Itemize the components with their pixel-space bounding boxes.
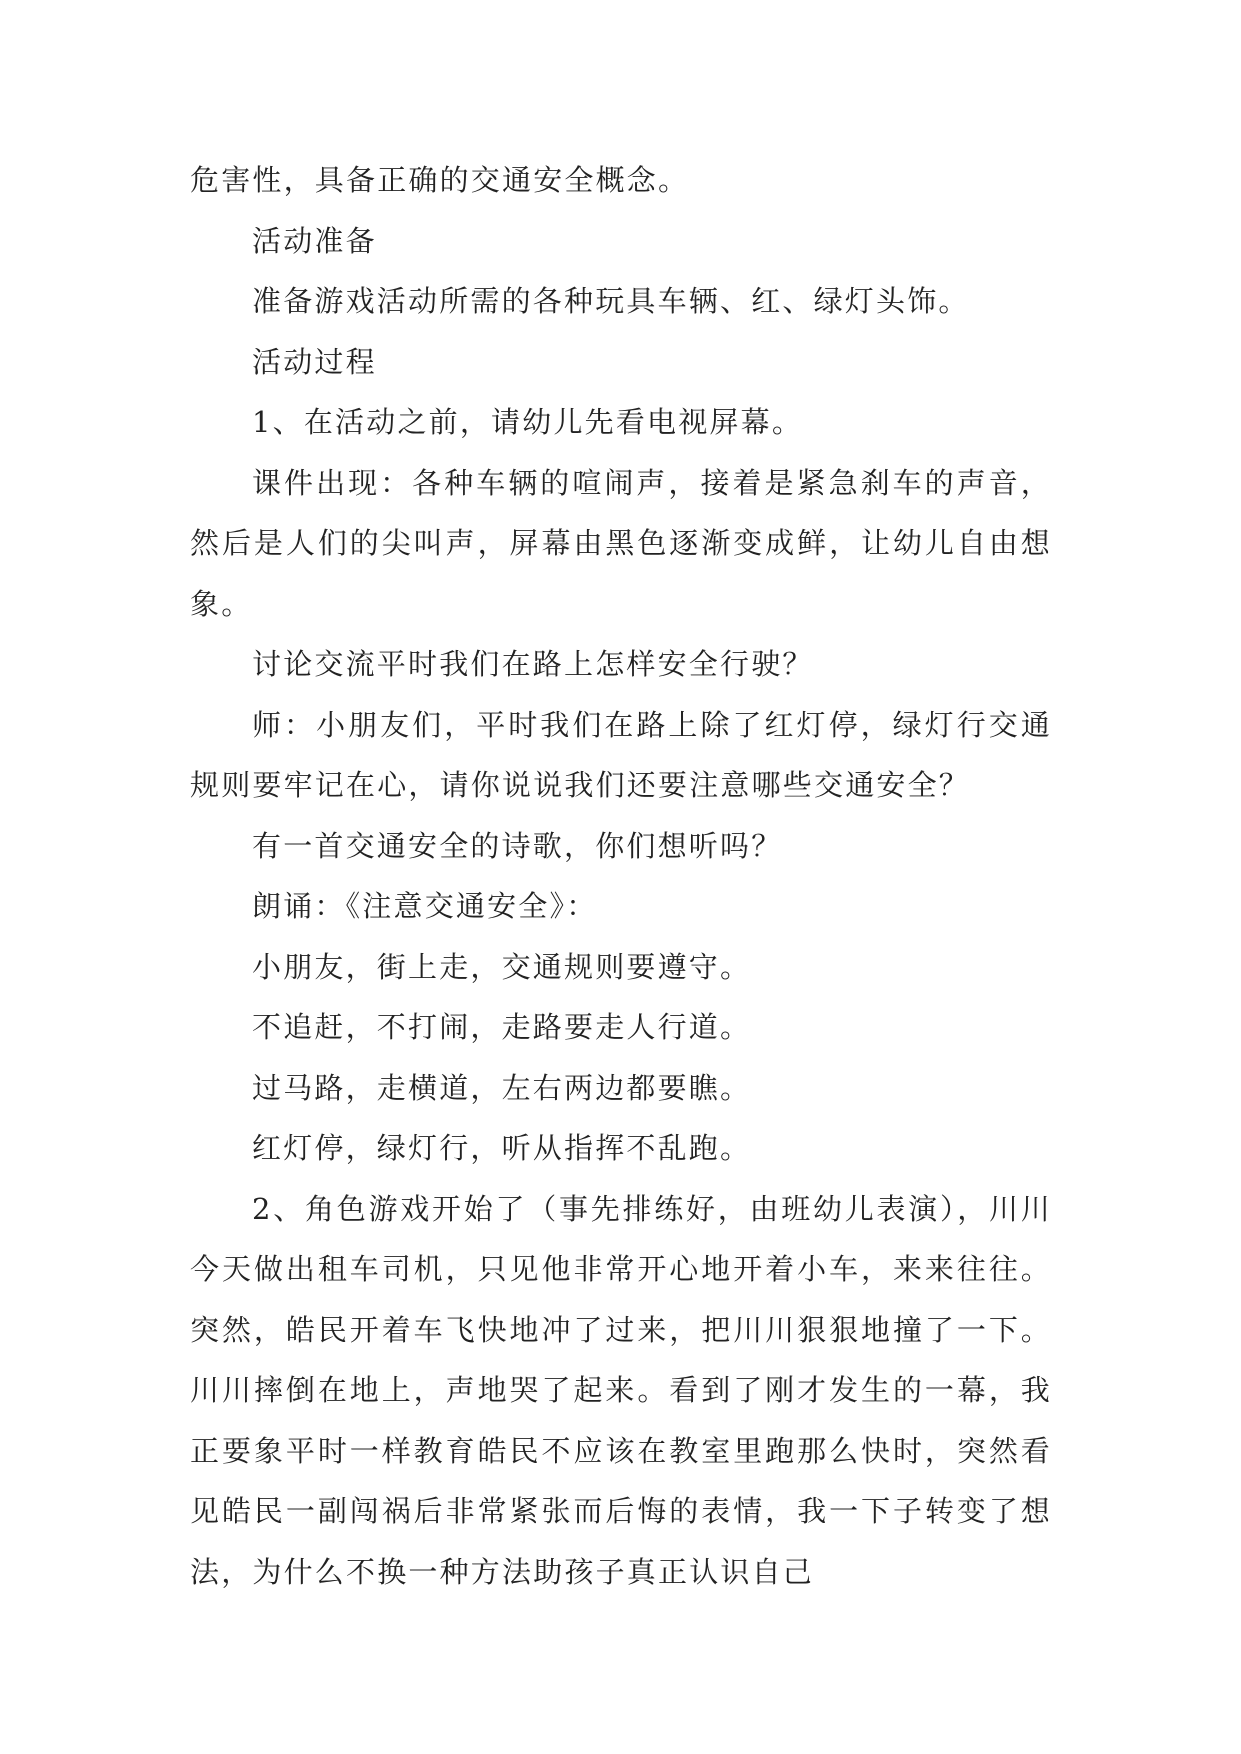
poem-line: 红灯停，绿灯行，听从指挥不乱跑。 bbox=[252, 1131, 752, 1165]
paragraph-teacher: 师：小朋友们，平时我们在路上除了红灯停，绿灯行交通规则要牢记在心，请你说说我们还要注意哪些交通安全？ bbox=[190, 707, 1052, 802]
paragraph-preparation: 准备游戏活动所需的各种玩具车辆、红、绿灯头饰。 bbox=[252, 284, 970, 318]
poem-line: 过马路，走横道，左右两边都要瞧。 bbox=[252, 1070, 752, 1105]
document-page bbox=[190, 150, 1052, 1602]
paragraph-poem-intro: 有一首交通安全的诗歌，你们想听吗？ bbox=[252, 828, 783, 863]
heading-activity-preparation: 活动准备 bbox=[252, 223, 377, 258]
poem-line: 小朋友，街上走，交通规则要遵守。 bbox=[252, 949, 752, 984]
heading-activity-process: 活动过程 bbox=[252, 344, 377, 379]
paragraph-step-1: 1、在活动之前，请幼儿先看电视屏幕。 bbox=[252, 405, 804, 439]
poem-line: 不追赶，不打闹，走路要走人行道。 bbox=[252, 1010, 752, 1044]
poem-title: 朗诵：《注意交通安全》： bbox=[252, 889, 598, 923]
paragraph-step-2: 2、角色游戏开始了（事先排练好，由班幼儿表演），川川今天做出租车司机，只见他非常开心地开着小车，来来往往。突然，皓民开着车飞快地冲了过来，把川川狠狠地撞了一下。川川摔倒在地上，声地哭了起来。看到了刚才发生的一幕，我正要象平时一样教育皓民不应该在教室里跑那么快时，突然看见皓民一副闯祸后非常紧张而后悔的表情，我一下子转变了想法，为什么不换一种方法助孩子真正认识自己 bbox=[190, 1191, 1052, 1589]
paragraph-continuation: 危害性，具备正确的交通安全概念。 bbox=[190, 163, 690, 197]
paragraph-courseware: 课件出现：各种车辆的喧闹声，接着是紧急刹车的声音，然后是人们的尖叫声，屏幕由黑色逐渐变成鲜，让幼儿自由想象。 bbox=[190, 465, 1052, 621]
paragraph-discussion: 讨论交流平时我们在路上怎样安全行驶？ bbox=[252, 647, 814, 681]
